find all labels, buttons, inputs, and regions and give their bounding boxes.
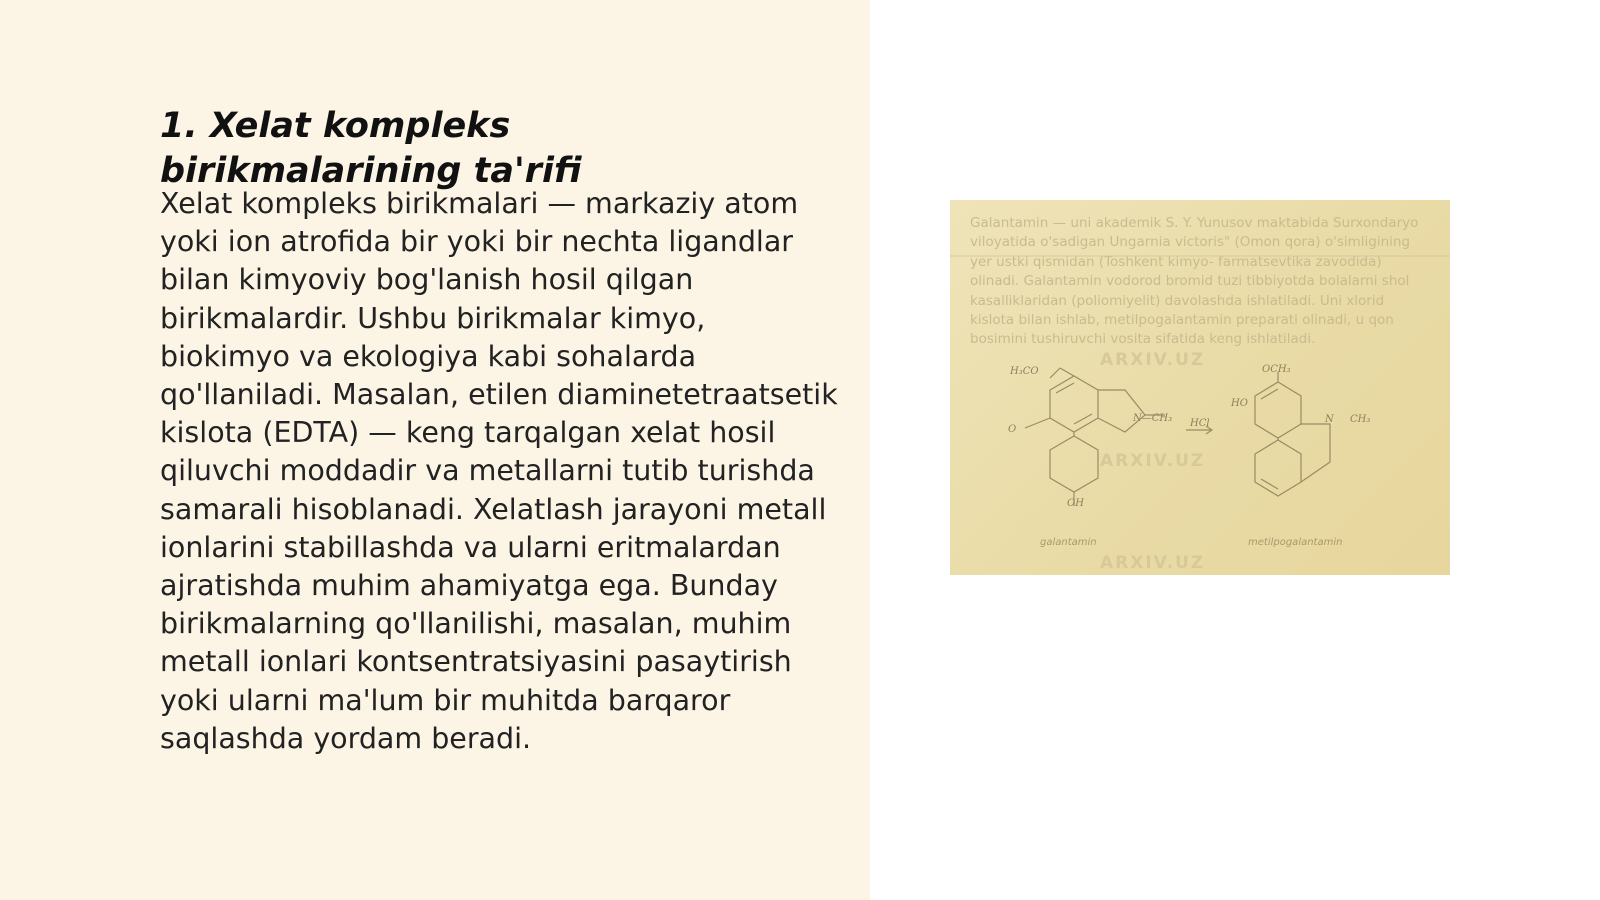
- label-nch3: N—CH₃: [1133, 413, 1173, 424]
- watermark-2: ARXIV.UZ: [1100, 451, 1206, 471]
- caption-right: metilpogalantamin: [1248, 537, 1343, 548]
- label-och3: OCH₃: [1262, 364, 1291, 375]
- caption-left: galantamin: [1040, 537, 1097, 548]
- slide-title: 1. Xelat kompleks birikmalarining ta'rifi: [160, 106, 582, 191]
- watermark-1: ARXIV.UZ: [1100, 350, 1206, 370]
- left-molecule: [1008, 366, 1172, 509]
- structure-drawing: [950, 200, 1450, 575]
- slide-body-text: Xelat kompleks birikmalari — markaziy atom yoki ion atrofida bir yoki bir nechta ligandlar bilan kimyoviy bog'lanish hosil qilgan birikmalardir. Ushbu birikmalar kimyo, biokimyo va ekologiya kabi sohalarda qo'llaniladi. Masalan, etilen diaminetetraatsetik kislota (EDTA) — keng tarqalgan xelat hosil qiluvchi moddadir va metallarni tutib turishda samarali hisoblanadi. Xelatlash jarayoni metall ionlarini stabillashda va ularni eritmalardan ajratishda muhim ahamiyatga ega. Bunday birikmalarning qo'llanilishi, masalan, muhim metall ionlari kontsentratsiyasini pasaytirish yoki ularni ma'lum bir muhitda barqaror saqlashda yordam beradi.: [160, 187, 838, 755]
- label-h3co: H₃CO: [1010, 366, 1039, 377]
- right-molecule: [1230, 364, 1370, 496]
- label-oh: OH: [1067, 498, 1084, 509]
- figure-text: Galantamin — uni akademik S. Y. Yunusov maktabida Surxondaryo viloyatida o'sadigan Ungarnia victoris" (Omon qora) o'simligining yer ustki qismidan (Toshkent kimyo- farmatsevtika zavodida) olinadi. Galantamin vodorod bromid tuzi tibbiyotda bolalarni shol kasalliklaridan (poliomiyelit) davolashda ishlatiladi. Uni xlorid kislota bilan ishlab, metilpogalantamin preparati olinadi, u qon bosimini tushiruvchi vosita sifatida keng ishlatiladi.: [970, 215, 1419, 348]
- chemistry-figure-image: [950, 200, 1450, 575]
- reaction-arrow: [1186, 418, 1212, 434]
- watermark-3: ARXIV.UZ: [1100, 553, 1206, 573]
- label-ch3: CH₃: [1350, 414, 1371, 425]
- label-ho: HO: [1231, 398, 1248, 409]
- label-hcl: HCl: [1190, 418, 1210, 429]
- label-n: N: [1325, 414, 1334, 425]
- label-o: O: [1008, 424, 1017, 435]
